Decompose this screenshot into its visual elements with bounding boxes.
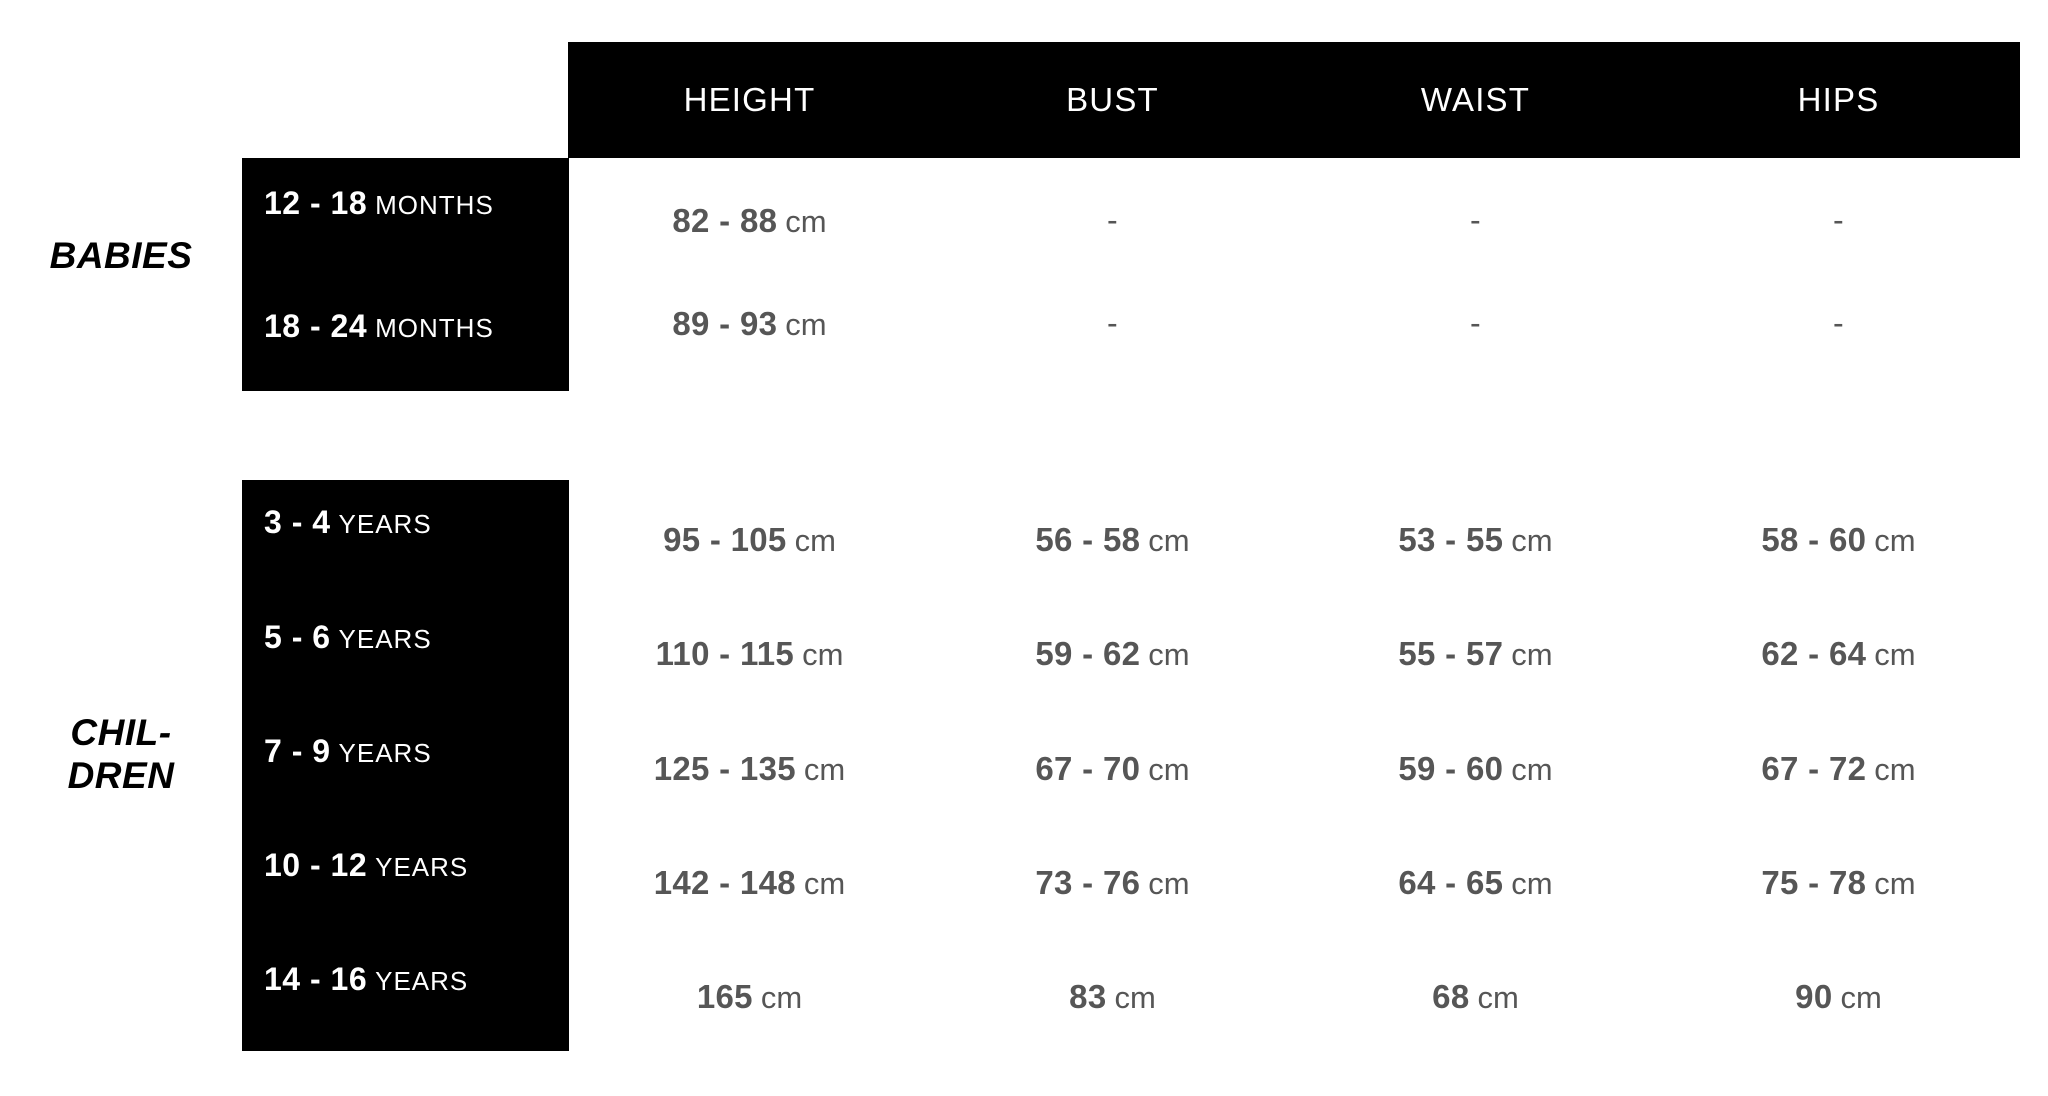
unit: cm: [1840, 980, 1882, 1015]
age-unit: YEARS: [338, 509, 432, 539]
value: 83: [1069, 978, 1107, 1015]
unit: cm: [1148, 752, 1190, 787]
value: 90: [1795, 978, 1833, 1015]
unit: cm: [1511, 523, 1553, 558]
age-cell-children-3: [242, 847, 569, 884]
column-header-height: HEIGHT: [683, 81, 816, 118]
unit: cm: [1477, 980, 1519, 1015]
cell-children-2-bust: [931, 750, 1294, 788]
age-unit: YEARS: [338, 624, 432, 654]
cell-children-4-waist: [1294, 978, 1657, 1016]
value: -: [1470, 305, 1481, 341]
age-value: 7 - 9: [264, 733, 331, 769]
cell-children-4-bust: [931, 978, 1294, 1016]
cell-children-3-height: [568, 864, 931, 902]
age-unit: MONTHS: [375, 313, 494, 343]
value: 64 - 65: [1398, 864, 1504, 901]
age-unit: MONTHS: [375, 190, 494, 220]
unit: cm: [802, 637, 844, 672]
value: 142 - 148: [653, 864, 796, 901]
group-label-children-line2: DREN: [67, 754, 175, 796]
cell-children-1-hips: [1657, 635, 2020, 673]
value: -: [1107, 202, 1118, 238]
age-cell-babies-0: [242, 185, 569, 222]
unit: cm: [1511, 637, 1553, 672]
value: 55 - 57: [1398, 635, 1504, 672]
value: 73 - 76: [1035, 864, 1141, 901]
column-header-bust: BUST: [1066, 81, 1159, 118]
value: 56 - 58: [1035, 521, 1141, 558]
cell-children-0-bust: [931, 521, 1294, 559]
cell-children-4-hips: [1657, 978, 2020, 1016]
value: -: [1107, 305, 1118, 341]
age-value: 10 - 12: [264, 847, 368, 883]
cell-babies-1-bust: [931, 305, 1294, 342]
unit: cm: [1874, 752, 1916, 787]
cell-children-0-waist: [1294, 521, 1657, 559]
value: 62 - 64: [1761, 635, 1867, 672]
unit: cm: [1148, 866, 1190, 901]
age-value: 3 - 4: [264, 504, 331, 540]
unit: cm: [785, 307, 827, 342]
value: -: [1833, 202, 1844, 238]
cell-children-3-bust: [931, 864, 1294, 902]
table-header-band: [568, 42, 2020, 158]
age-cell-children-4: [242, 961, 569, 998]
age-value: 14 - 16: [264, 961, 368, 997]
unit: cm: [1511, 866, 1553, 901]
value: 67 - 70: [1035, 750, 1141, 787]
unit: cm: [1511, 752, 1553, 787]
cell-babies-1-waist: [1294, 305, 1657, 342]
unit: cm: [794, 523, 836, 558]
cell-babies-0-height: [568, 202, 931, 240]
cell-babies-1-hips: [1657, 305, 2020, 342]
value: 68: [1432, 978, 1470, 1015]
value: 110 - 115: [655, 635, 795, 672]
unit: cm: [803, 752, 846, 787]
unit: cm: [1874, 866, 1916, 901]
group-label-children-line1: CHIL-: [70, 712, 172, 753]
group-label-children: [0, 712, 242, 797]
unit: cm: [785, 204, 827, 239]
unit: cm: [1874, 523, 1916, 558]
unit: cm: [1148, 523, 1190, 558]
age-value: 12 - 18: [264, 185, 368, 221]
unit: cm: [803, 866, 846, 901]
cell-children-1-waist: [1294, 635, 1657, 673]
cell-children-0-hips: [1657, 521, 2020, 559]
value: 95 - 105: [663, 521, 787, 558]
cell-children-2-hips: [1657, 750, 2020, 788]
age-cell-babies-1: [242, 308, 569, 345]
cell-babies-1-height: [568, 305, 931, 343]
age-unit: YEARS: [375, 966, 469, 996]
column-header-waist: WAIST: [1420, 81, 1531, 118]
value: 59 - 60: [1398, 750, 1504, 787]
group-label-babies: [0, 235, 242, 278]
age-cell-children-0: [242, 504, 569, 541]
value: 58 - 60: [1761, 521, 1867, 558]
age-unit: YEARS: [338, 738, 432, 768]
value: -: [1470, 202, 1481, 238]
group-label-babies-line1: BABIES: [49, 235, 193, 276]
cell-babies-0-waist: [1294, 202, 1657, 239]
value: 59 - 62: [1035, 635, 1141, 672]
age-unit: YEARS: [375, 852, 469, 882]
cell-children-0-height: [568, 521, 931, 559]
value: 67 - 72: [1761, 750, 1867, 787]
cell-children-4-height: [568, 978, 931, 1016]
cell-babies-0-bust: [931, 202, 1294, 239]
age-cell-children-2: [242, 733, 569, 770]
cell-children-1-bust: [931, 635, 1294, 673]
unit: cm: [1148, 637, 1190, 672]
age-value: 5 - 6: [264, 619, 331, 655]
cell-children-2-height: [568, 750, 931, 788]
value: 82 - 88: [672, 202, 778, 239]
cell-children-3-waist: [1294, 864, 1657, 902]
value: 75 - 78: [1761, 864, 1867, 901]
unit: cm: [760, 980, 803, 1015]
cell-children-3-hips: [1657, 864, 2020, 902]
unit: cm: [1114, 980, 1156, 1015]
unit: cm: [1874, 637, 1916, 672]
value: 165: [696, 978, 753, 1015]
value: 89 - 93: [672, 305, 778, 342]
cell-children-2-waist: [1294, 750, 1657, 788]
age-value: 18 - 24: [264, 308, 368, 344]
cell-babies-0-hips: [1657, 202, 2020, 239]
age-cell-children-1: [242, 619, 569, 656]
value: -: [1833, 305, 1844, 341]
value: 125 - 135: [653, 750, 796, 787]
column-header-hips: HIPS: [1797, 81, 1880, 118]
cell-children-1-height: [568, 635, 931, 673]
value: 53 - 55: [1398, 521, 1504, 558]
